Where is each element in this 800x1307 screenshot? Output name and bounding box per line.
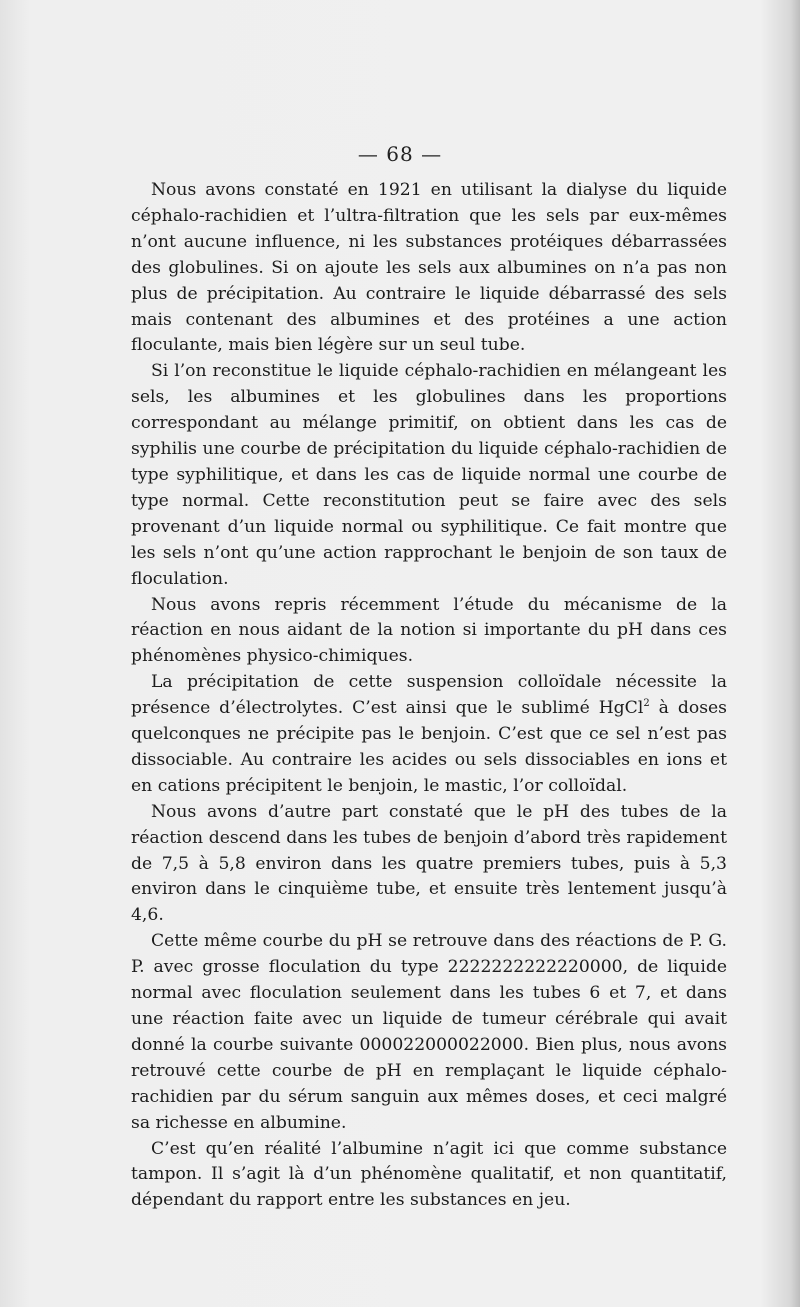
body-text: [131, 178, 727, 1214]
page-number: — 68 —: [357, 142, 443, 166]
paragraph-5: Nous avons d’autre part constaté que le pH des tubes de la réaction descend dans les tubes de benjoin d’abord très rapidement de 7,5 à 5,8 environ dans les quatre premiers tubes, puis à 5,3 environ dans le cinquième tube, et ensuite très lentement jusqu’à 4,6.: [131, 801, 727, 926]
paragraph-2: Si l’on reconstitue le liquide céphalo-rachidien en mélangeant les sels, les albumines et les globulines dans les proportions correspondant au mélange primitif, on obtient dans les cas de syphilis une courbe de précipitation du liquide céphalo-rachidien de type syphilitique, et dans les cas de liquide normal une courbe de type normal. Cette reconstitution peut se faire avec des sels provenant d’un liquide normal ou syphilitique. Ce fait montre que les sels n’ont qu’une action rapprochant le benjoin de son taux de floculation.: [131, 361, 727, 589]
paragraph-1: Nous avons constaté en 1921 en utilisant la dialyse du liquide céphalo-rachidien et l’ultra-filtration que les sels par eux-mêmes n’ont aucune influence, ni les substances protéiques débarrassées des globulines. Si on ajoute les sels aux albumines on n’a pas non plus de précipitation. Au contraire le liquide débarrassé des sels mais contenant des albumines et des protéines a une action floculante, mais bien légère sur un seul tube.: [131, 180, 727, 356]
paragraph-6: Cette même courbe du pH se retrouve dans des réactions de P. G. P. avec grosse floculation du type 2222222222220000, de liquide normal avec floculation seulement dans les tubes 6 et 7, et dans une réaction faite avec un liquide de tumeur cérébrale qui avait donné la courbe suivante 000022000022000. Bien plus, nous avons retrouvé cette courbe de pH en remplaçant le liquide céphalo-rachidien par du sérum sanguin aux mêmes doses, et ceci malgré sa richesse en albumine.: [131, 931, 727, 1133]
paragraph-7: C’est qu’en réalité l’albumine n’agit ici que comme substance tampon. Il s’agit là d’un phénomène qualitatif, et non quantitatif, dépendant du rapport entre les substances en jeu.: [131, 1138, 727, 1211]
paragraph-4: [131, 670, 727, 800]
paragraph-4-text-before: La précipitation de cette suspension colloïdale nécessite la présence d’électrolytes. C’est ainsi que le sublimé HgCl: [131, 672, 727, 719]
paragraph-3: Nous avons repris récemment l’étude du mécanisme de la réaction en nous aidant de la notion si importante du pH dans ces phénomènes physico-chimiques.: [131, 594, 727, 667]
paragraph-4-text-after: à doses quelconques ne précipite pas le benjoin. C’est que ce sel n’est pas dissociable. Au contraire les acides ou sels dissociables en ions et en cations précipitent le benjoin, le mastic, l’or colloïdal.: [131, 698, 728, 796]
superscript: 2: [643, 698, 650, 710]
